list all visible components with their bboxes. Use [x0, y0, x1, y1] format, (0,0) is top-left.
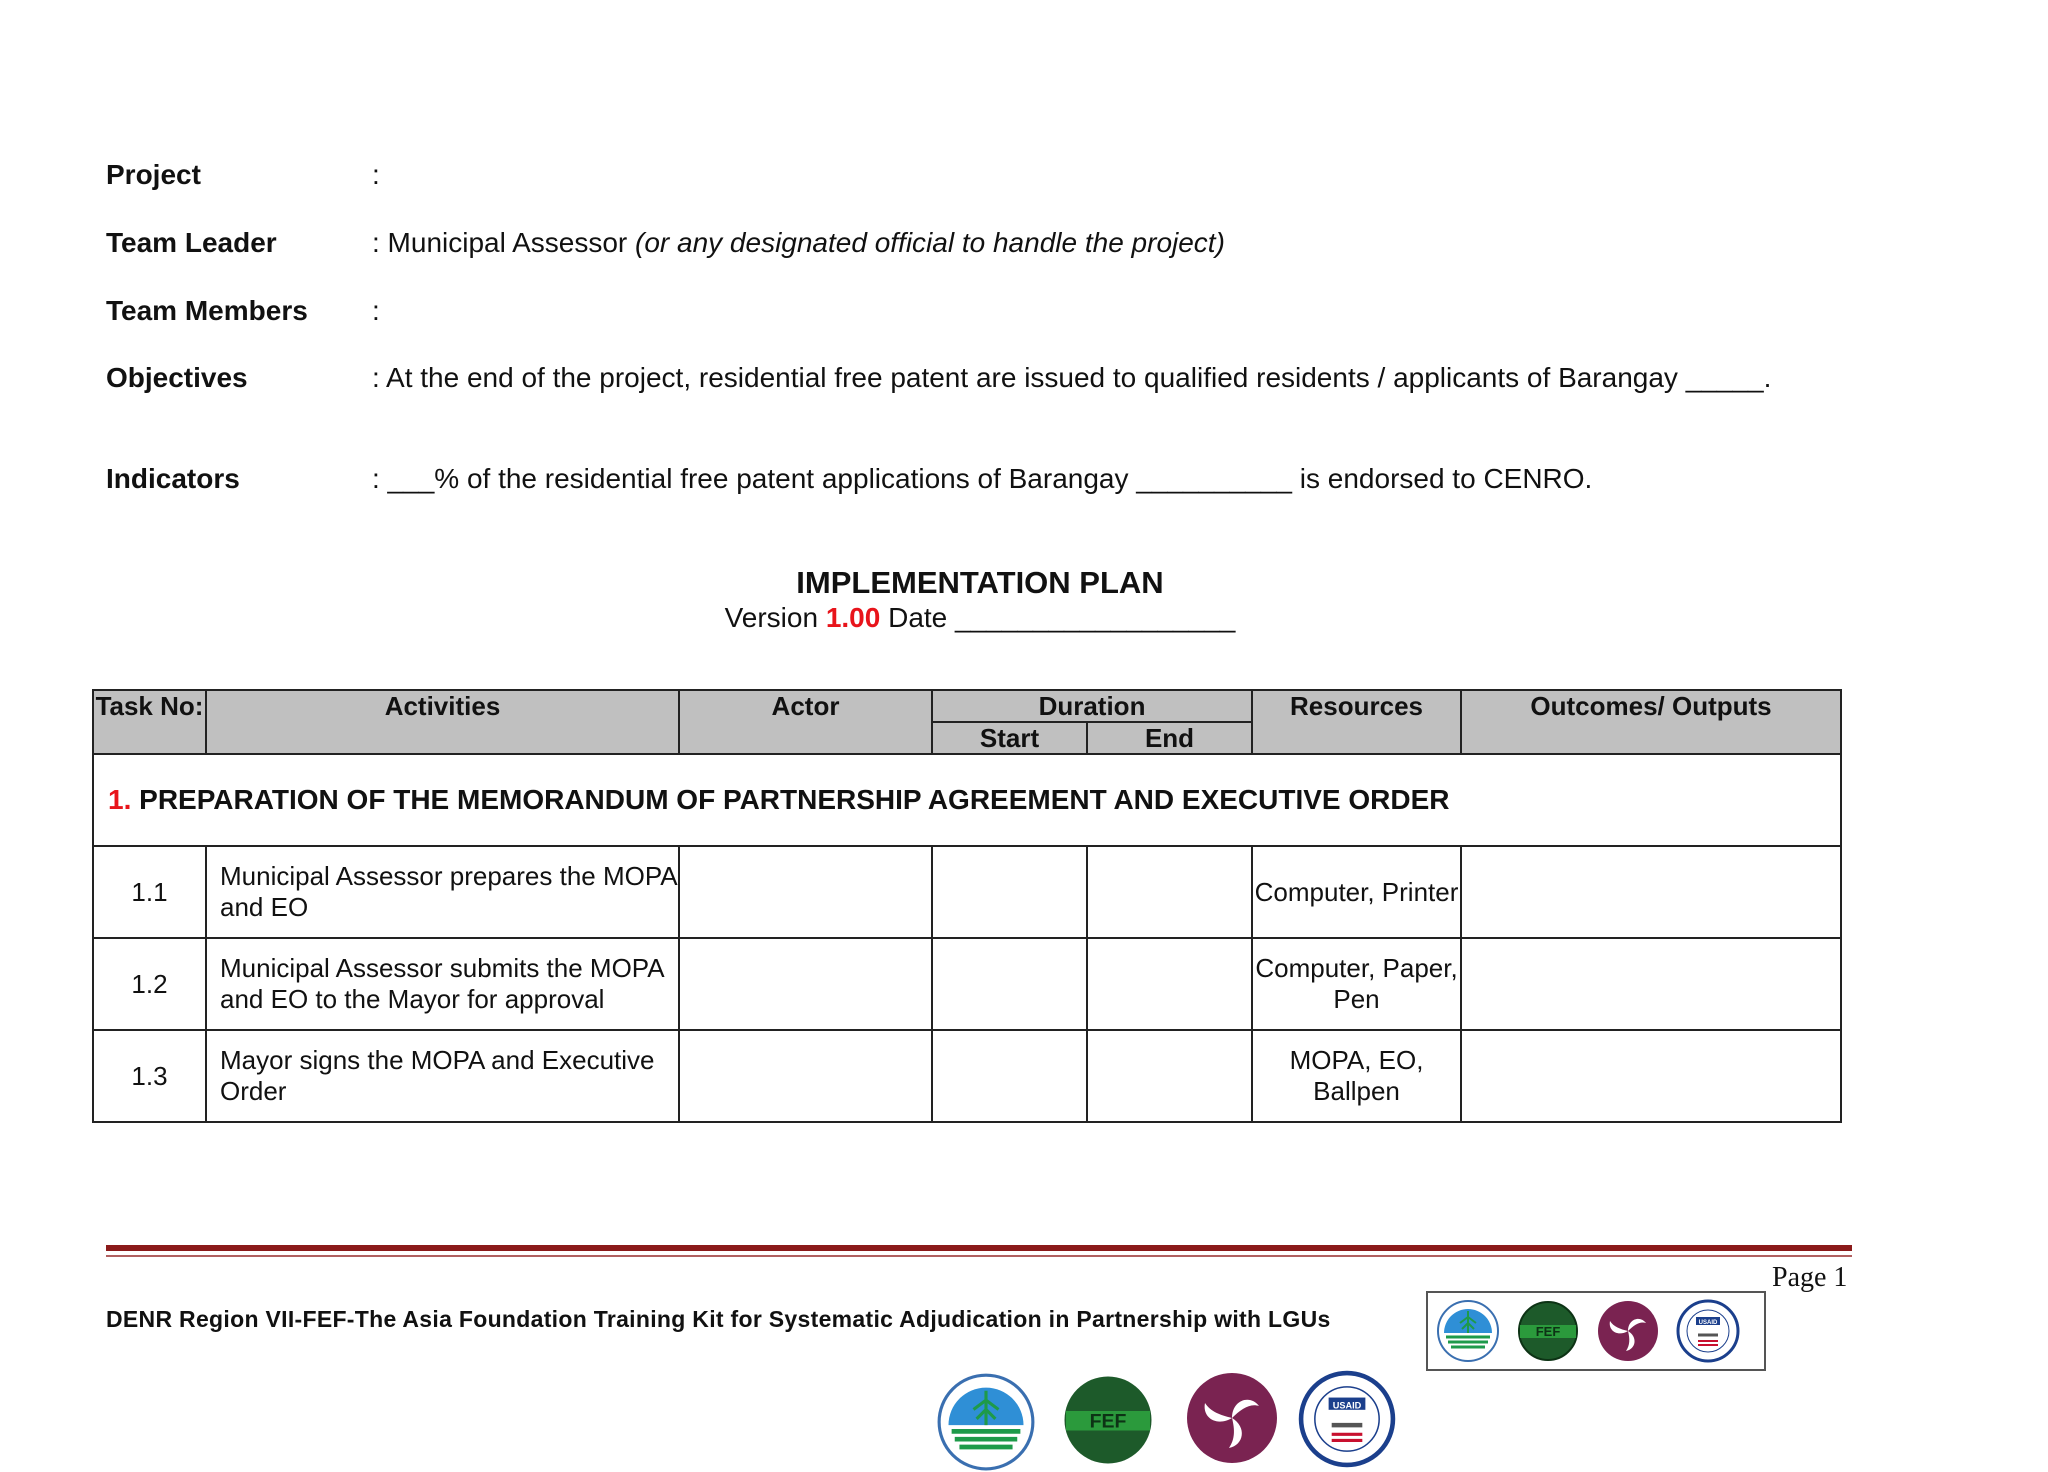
activity-cell: Mayor signs the MOPA and Executive Order — [206, 1030, 679, 1122]
plan-version — [0, 600, 1960, 636]
resources-cell: Computer, Printer — [1252, 846, 1461, 938]
footer-rule — [106, 1245, 1852, 1251]
activity-cell: Municipal Assessor submits the MOPA and EO to the Mayor for approval — [206, 938, 679, 1030]
section-title: PREPARATION OF THE MEMORANDUM OF PARTNERSHIP AGREEMENT AND EXECUTIVE ORDER — [131, 784, 1450, 815]
field-value: : — [372, 159, 380, 190]
field-label: Team Members — [106, 295, 308, 326]
plan-title: IMPLEMENTATION PLAN — [796, 565, 1164, 600]
usaid-seal-large-icon — [1298, 1370, 1396, 1468]
header-outcomes: Outcomes/ Outputs — [1461, 690, 1841, 754]
asia-foundation-logo-large-icon — [1184, 1370, 1280, 1466]
task-number: 1.1 — [93, 846, 206, 938]
team-leader-note: (or any designated official to handle the project) — [635, 227, 1225, 258]
fef-logo-text: FEF — [1535, 1324, 1561, 1339]
header-duration: Duration — [932, 690, 1252, 722]
start-cell — [932, 1030, 1087, 1122]
section-number: 1. — [108, 784, 132, 815]
actor-cell — [679, 846, 932, 938]
task-number: 1.3 — [93, 1030, 206, 1122]
version-number: 1.00 — [825, 602, 881, 633]
actor-cell — [679, 938, 932, 1030]
team-leader-value: : Municipal Assessor — [372, 227, 635, 258]
outcomes-cell — [1461, 846, 1841, 938]
outcomes-cell — [1461, 938, 1841, 1030]
header-end: End — [1087, 722, 1252, 754]
task-number: 1.2 — [93, 938, 206, 1030]
table-row — [93, 938, 1841, 1030]
start-cell — [932, 846, 1087, 938]
header-task-no: Task No: — [93, 690, 206, 754]
field-value: : — [372, 295, 380, 326]
start-cell — [932, 938, 1087, 1030]
outcomes-cell — [1461, 1030, 1841, 1122]
field-label: Objectives — [106, 362, 248, 393]
header-activities: Activities — [206, 690, 679, 754]
table-row — [93, 846, 1841, 938]
field-value: : At the end of the project, residential free patent are issued to qualified residents / applicants of Barangay _____. — [372, 362, 1772, 393]
fef-logo-icon — [1516, 1299, 1580, 1363]
denr-seal-icon — [1436, 1299, 1500, 1363]
footer-text: DENR Region VII-FEF-The Asia Foundation Training Kit for Systematic Adjudication in Partnership with LGUs — [106, 1306, 1331, 1332]
field-label: Team Leader — [106, 227, 277, 258]
end-cell — [1087, 938, 1252, 1030]
usaid-large-logo-text: USAID — [1332, 1400, 1362, 1411]
activity-cell: Municipal Assessor prepares the MOPA and EO — [206, 846, 679, 938]
footer-logo-strip — [1426, 1291, 1766, 1371]
denr-seal-large-icon — [936, 1372, 1036, 1472]
resources-cell: MOPA, EO, Ballpen — [1252, 1030, 1461, 1122]
usaid-logo-text: USAID — [1698, 1320, 1718, 1326]
version-suffix: Date __________________ — [880, 602, 1236, 633]
header-actor: Actor — [679, 690, 932, 754]
header-start: Start — [932, 722, 1087, 754]
end-cell — [1087, 846, 1252, 938]
table-row — [93, 1030, 1841, 1122]
resources-cell: Computer, Paper, Pen — [1252, 938, 1461, 1030]
section-heading — [93, 754, 1841, 846]
usaid-seal-icon — [1676, 1299, 1740, 1363]
asia-foundation-logo-icon — [1596, 1299, 1660, 1363]
version-prefix: Version — [724, 602, 826, 633]
footer-rule-thin — [106, 1255, 1852, 1257]
actor-cell — [679, 1030, 932, 1122]
header-resources: Resources — [1252, 690, 1461, 754]
field-value: : ___% of the residential free patent applications of Barangay __________ is endorsed to CENRO. — [372, 463, 1593, 494]
field-label: Project — [106, 159, 201, 190]
end-cell — [1087, 1030, 1252, 1122]
implementation-table — [92, 689, 1842, 1123]
fef-logo-large-text: FEF — [1089, 1410, 1127, 1433]
field-label: Indicators — [106, 463, 240, 494]
fef-logo-large-icon — [1060, 1372, 1156, 1468]
field-value — [372, 226, 1225, 260]
page-number: Page 1 — [1772, 1262, 1848, 1293]
